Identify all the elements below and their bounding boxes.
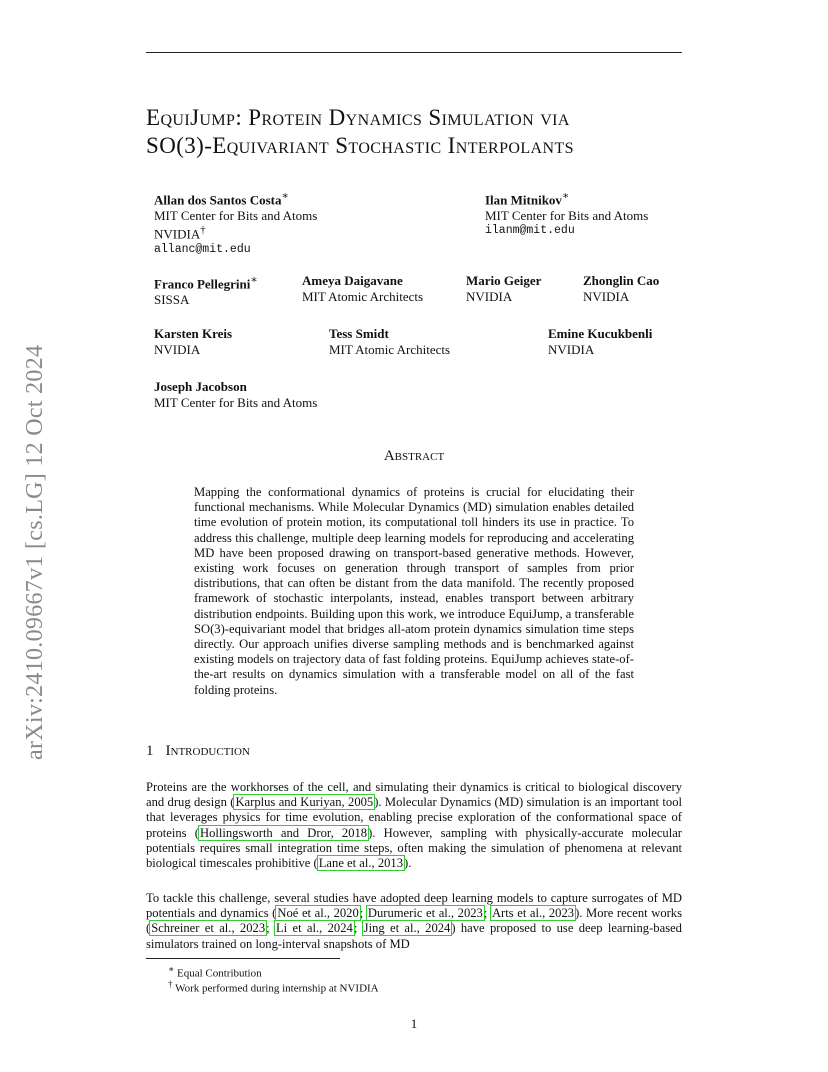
author-name: Karsten Kreis (154, 326, 233, 341)
citation-link[interactable]: Li et al., 2024 (275, 921, 353, 936)
author-name: Tess Smidt (329, 326, 389, 341)
author-mark: ∗ (561, 190, 570, 202)
author-name: Emine Kucukbenli (548, 326, 653, 341)
footnote-mark: ∗ (168, 964, 175, 974)
top-rule (146, 52, 682, 53)
author-affiliation: MIT Center for Bits and Atoms (154, 394, 318, 410)
paragraph-text: ; (266, 921, 275, 936)
intro-paragraph-1 (146, 780, 682, 871)
citation-link[interactable]: Jing et al., 2024 (363, 921, 451, 936)
section-title: Introduction (165, 743, 250, 759)
author-email[interactable]: ilanm@mit.edu (485, 224, 575, 238)
section-heading (146, 743, 250, 760)
title-line-1: EquiJump: Protein Dynamics Simulation via (146, 105, 570, 130)
paragraph-text: ). (404, 856, 412, 871)
author-affiliation: NVIDIA (583, 288, 630, 304)
paragraph-text: To tackle this challenge, several studies have adopted deep learning models to capture surrogates of MD potentials and dynamics ( (146, 891, 682, 921)
citation-link[interactable]: Lane et al., 2013 (318, 856, 404, 871)
page-number: 1 (410, 1016, 418, 1031)
author-affiliation: MIT Center for Bits and Atoms (154, 207, 318, 223)
paragraph-text: ; (483, 906, 491, 921)
footnote-2 (168, 977, 379, 996)
paragraph-text: ; (359, 906, 367, 921)
abstract-heading: Abstract (383, 448, 445, 464)
paragraph-text: ). More recent works ( (146, 906, 683, 936)
paragraph-text: ). However, sampling with physically-accurate molecular potentials requires small integration time steps, often making the simulation of phenomena at relevant biological timescales prohibitive ( (146, 825, 682, 871)
author-costa (154, 189, 317, 258)
citation-link[interactable]: Hollingsworth and Dror, 2018 (199, 825, 368, 840)
author-mitnikov (485, 189, 648, 239)
author-pellegrini (154, 273, 258, 307)
citation-link[interactable]: Karplus and Kuriyan, 2005 (235, 795, 374, 810)
author-name: Allan dos Santos Costa (154, 192, 282, 208)
author-name: Ilan Mitnikov (485, 192, 562, 208)
paragraph-text: ). Molecular Dynamics (MD) simulation is an important tool that leverages physics for time evolution, enabling precise exploration of the conformational space of proteins ( (146, 795, 683, 840)
paragraph-text: Proteins are the workhorses of the cell, and simulating their dynamics is critical to biological discovery and drug design ( (146, 780, 682, 810)
author-jacobson (154, 379, 317, 410)
intro-paragraph-2 (146, 891, 682, 952)
author-affiliation: MIT Atomic Architects (302, 288, 424, 304)
paper-title (146, 104, 706, 160)
footnote-mark: † (168, 979, 173, 989)
abstract-text: Mapping the conformational dynamics of proteins is crucial for elucidating their functional mechanisms. While Molecular Dynamics (MD) simulation enables detailed time evolution of protein motion, its computational toll hinders its use in practice. To address this challenge, multiple deep learning models for reproducing and accelerating MD have been proposed drawing on transport-based generative methods. However, existing work focuses on generation through transport of samples from prior distributions, that can often be distant from the data manifold. The recently proposed framework of stochastic interpolants, instead, enables transport between arbitrary distribution endpoints. Building upon this work, we introduce EquiJump, a transferable SO(3)-equivariant model that bridges all-atom protein dynamics simulation time steps directly. Our approach unifies diverse sampling methods and is benchmarked against existing models on trajectory data of fast folding proteins. EquiJump achieves state-of-the-art results on dynamics simulation with a transferable model on all of the fast folding proteins. (194, 485, 634, 697)
author-affiliation: NVIDIA (466, 288, 513, 304)
arxiv-identifier: arXiv:2410.09667v1 [cs.LG] 12 Oct 2024 (22, 344, 48, 760)
author-affiliation: NVIDIA (154, 341, 201, 357)
author-geiger (466, 273, 541, 304)
citation-link[interactable]: Schreiner et al., 2023 (151, 921, 266, 936)
author-name: Ameya Daigavane (302, 273, 403, 288)
author-mark: ∗ (250, 274, 258, 286)
paragraph-text: ; (353, 921, 363, 936)
citation-link[interactable]: Noé et al., 2020 (277, 906, 359, 921)
footnote-text: Equal Contribution (176, 967, 262, 980)
author-name: Franco Pellegrini (154, 276, 251, 292)
author-name: Mario Geiger (466, 273, 542, 288)
footnote-rule (146, 958, 340, 959)
author-affiliation: NVIDIA (154, 226, 201, 242)
citation-link[interactable]: Arts et al., 2023 (491, 906, 575, 921)
author-affiliation: MIT Atomic Architects (329, 341, 451, 357)
title-line-2: SO(3)-Equivariant Stochastic Interpolants (146, 133, 574, 158)
section-number: 1 (146, 743, 154, 759)
author-kucukbenli (548, 326, 652, 357)
author-smidt (329, 326, 450, 357)
author-name: Zhonglin Cao (583, 273, 660, 288)
footnote-text: Work performed during internship at NVIDIA (175, 982, 379, 995)
author-cao (583, 273, 659, 304)
author-affiliation: MIT Center for Bits and Atoms (485, 207, 649, 223)
author-mark: ∗ (281, 190, 289, 202)
author-kreis (154, 326, 232, 357)
author-daigavane (302, 273, 423, 304)
author-name: Joseph Jacobson (154, 379, 247, 394)
citation-link[interactable]: Durumeric et al., 2023 (367, 906, 483, 921)
author-affiliation: SISSA (154, 291, 190, 307)
author-email[interactable]: allanc@mit.edu (154, 243, 251, 257)
paragraph-text: ) have proposed to use deep learning-based simulators trained on long-interval snapshots of MD (146, 921, 682, 951)
author-affiliation: NVIDIA (548, 341, 595, 357)
author-mark: † (200, 224, 206, 237)
